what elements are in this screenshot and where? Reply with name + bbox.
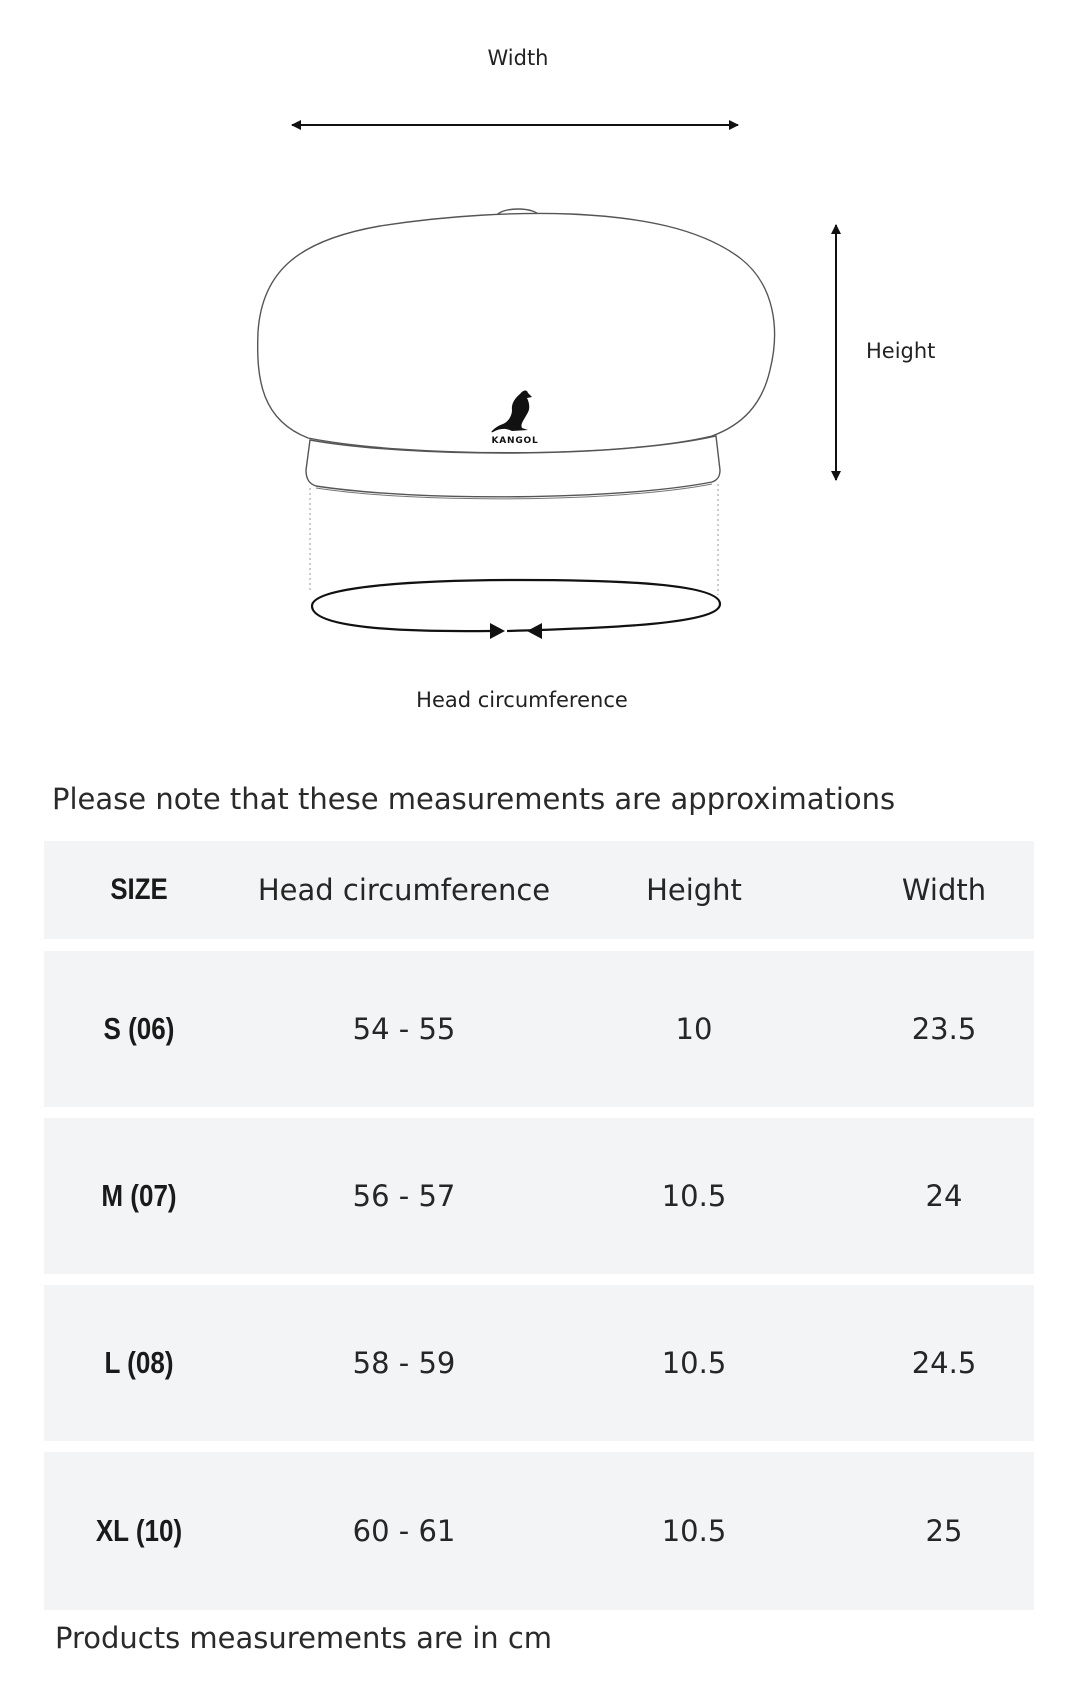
width-cell: 24.5 <box>911 1346 977 1380</box>
size-table <box>44 841 1034 1610</box>
header-width: Width <box>901 873 987 907</box>
head-circumference-cell: 56 - 57 <box>352 1179 456 1213</box>
size-cell: M (07) <box>101 1178 177 1213</box>
width-cell: 24 <box>925 1179 963 1213</box>
height-cell: 10.5 <box>661 1179 727 1213</box>
table-row <box>44 1452 1034 1610</box>
height-cell: 10 <box>675 1012 713 1046</box>
height-cell: 10.5 <box>661 1346 727 1380</box>
header-head-circumference: Head circumference <box>257 873 551 907</box>
table-row <box>44 951 1034 1107</box>
width-cell: 23.5 <box>911 1012 977 1046</box>
table-row <box>44 1285 1034 1441</box>
head-circumference-label: Head circumference <box>416 688 628 712</box>
height-cell: 10.5 <box>661 1514 727 1548</box>
approximation-note: Please note that these measurements are approximations <box>52 782 896 816</box>
header-size: SIZE <box>110 873 168 906</box>
head-circumference-cell: 60 - 61 <box>352 1514 456 1548</box>
units-footnote: Products measurements are in cm <box>55 1621 553 1655</box>
size-cell: XL (10) <box>95 1513 183 1548</box>
height-label: Height <box>866 339 936 363</box>
width-cell: 25 <box>925 1514 963 1548</box>
size-cell: L (08) <box>104 1345 174 1380</box>
table-header-row <box>44 841 1034 939</box>
header-height: Height <box>646 873 742 907</box>
size-cell: S (06) <box>103 1011 175 1046</box>
table-row <box>44 1118 1034 1274</box>
hat-outline <box>258 209 775 497</box>
head-circumference-cell: 58 - 59 <box>352 1346 456 1380</box>
hat-measurement-diagram <box>0 0 1080 760</box>
circumference-arrows-icon <box>312 580 720 639</box>
logo-wordmark: KANGOL <box>491 436 539 446</box>
guide-lines <box>310 484 718 595</box>
hat-drawing <box>0 0 1080 760</box>
head-circumference-cell: 54 - 55 <box>352 1012 456 1046</box>
width-label: Width <box>487 46 549 70</box>
